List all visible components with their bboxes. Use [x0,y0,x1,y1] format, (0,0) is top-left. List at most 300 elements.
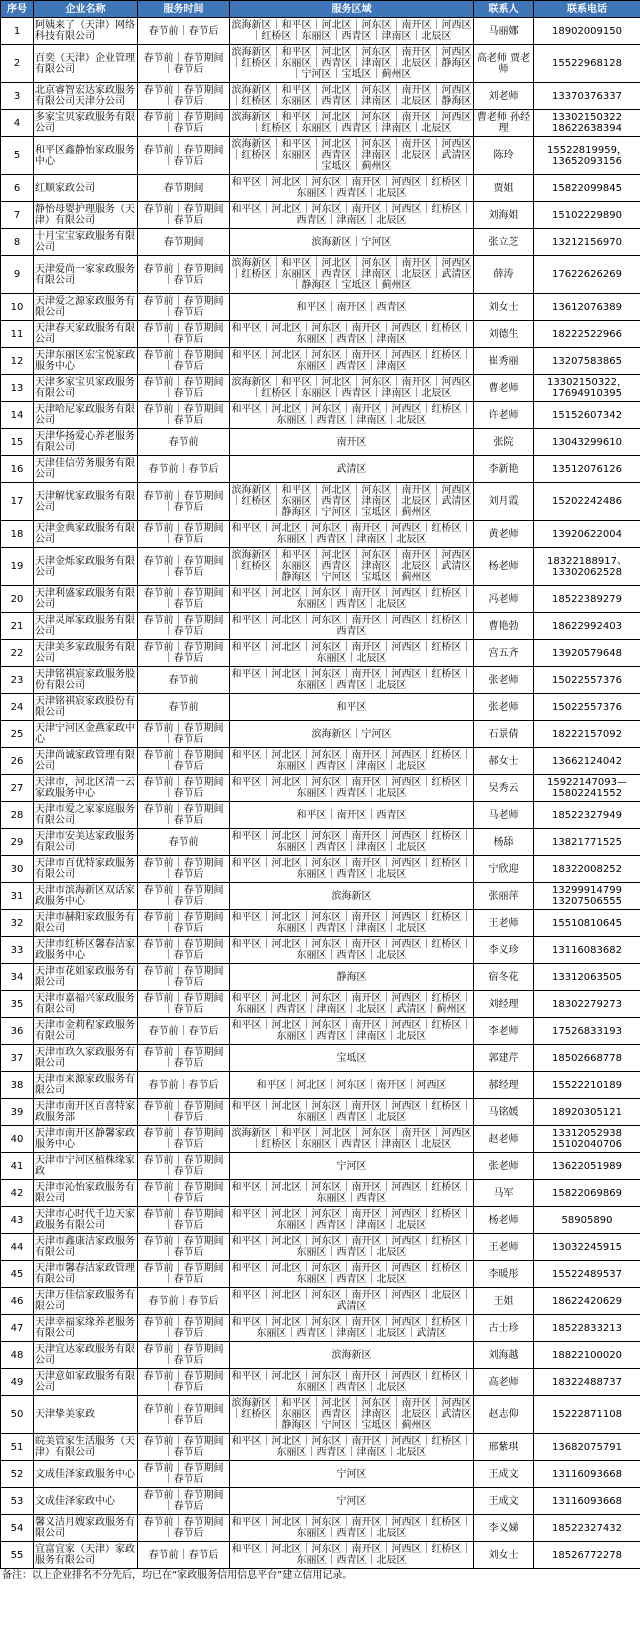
cell-company: 红顺家政公司 [34,175,138,202]
table-row [1,402,640,429]
cell-company: 阿姨来了（天津）网络科技有限公司 [34,18,138,45]
cell-phone: 15522489537 [534,1261,640,1288]
cell-no: 15 [1,429,34,456]
cell-time: 春节前｜春节期间｜春节后 [138,402,230,429]
cell-contact: 张院 [474,429,534,456]
table-row [1,883,640,910]
table-row [1,1488,640,1515]
cell-phone: 58905890 [534,1207,640,1234]
cell-company: 天津挚美家政 [34,1396,138,1434]
header-contact: 联系人 [474,1,534,18]
cell-area: 和平区｜河北区｜河东区｜南开区｜河西区｜红桥区｜东丽区｜西青区｜北辰区 [230,775,474,802]
cell-phone: 15152607342 [534,402,640,429]
table-row [1,348,640,375]
cell-area: 滨海新区｜和平区｜河北区｜河东区｜南开区｜河西区｜红桥区｜东丽区｜西青区｜津南区｜北辰区｜静海区｜宁河区｜宝坻区｜蓟州区 [230,45,474,83]
cell-phone: 18622992403 [534,613,640,640]
cell-area: 和平区｜河北区｜河东区｜南开区｜河西区｜红桥区｜东丽区｜西青区｜北辰区 [230,1099,474,1126]
cell-time: 春节前｜春节期间｜春节后 [138,256,230,294]
table-row [1,521,640,548]
cell-contact: 王成文 [474,1488,534,1515]
table-row [1,1018,640,1045]
cell-time: 春节前｜春节期间｜春节后 [138,1207,230,1234]
cell-phone: 18322188917、13302062528 [534,548,640,586]
cell-no: 37 [1,1045,34,1072]
cell-company: 天津尚诚家政管理有限公司 [34,748,138,775]
cell-contact: 曹老师 [474,375,534,402]
cell-time: 春节前｜春节期间｜春节后 [138,521,230,548]
cell-time: 春节前｜春节后 [138,18,230,45]
cell-phone: 13312063505 [534,964,640,991]
cell-phone: 13302150322，17694910395 [534,375,640,402]
cell-area: 和平区｜河北区｜河东区｜南开区｜河西区｜红桥区｜东丽区｜西青区｜北辰区 [230,667,474,694]
cell-phone: 13612076389 [534,294,640,321]
cell-no: 35 [1,991,34,1018]
cell-time: 春节前｜春节后 [138,456,230,483]
cell-time: 春节前｜春节期间｜春节后 [138,375,230,402]
cell-contact: 宁欣迎 [474,856,534,883]
cell-company: 天津多家宝贝家政服务有限公司 [34,375,138,402]
cell-area: 和平区｜河北区｜河东区｜南开区｜河西区｜红桥区｜东丽区｜西青区｜津南区｜北辰区｜武清区｜蓟州区 [230,991,474,1018]
cell-no: 24 [1,694,34,721]
cell-phone: 15022557376 [534,667,640,694]
cell-area: 和平区｜河北区｜河东区｜南开区｜河西区｜红桥区｜东丽区｜西青区｜北辰区 [230,175,474,202]
cell-area: 和平区｜河北区｜河东区｜南开区｜河西区｜红桥区｜东丽区｜西青区｜津南区｜北辰区 [230,402,474,429]
cell-phone: 18302279273 [534,991,640,1018]
cell-no: 40 [1,1126,34,1153]
cell-phone: 18902009150 [534,18,640,45]
table-row [1,202,640,229]
cell-time: 春节前｜春节后 [138,1072,230,1099]
cell-time: 春节前｜春节期间｜春节后 [138,137,230,175]
cell-phone: 13512076126 [534,456,640,483]
table-row [1,937,640,964]
cell-phone: 15822069869 [534,1180,640,1207]
cell-time: 春节前｜春节期间｜春节后 [138,775,230,802]
cell-contact: 刘海姐 [474,202,534,229]
cell-contact: 邢紫琪 [474,1434,534,1461]
cell-no: 39 [1,1099,34,1126]
cell-area: 滨海新区｜和平区｜河北区｜河东区｜南开区｜河西区｜红桥区｜东丽区｜西青区｜津南区｜北辰区 [230,18,474,45]
table-row [1,137,640,175]
cell-contact: 王老师 [474,910,534,937]
cell-company: 和平区鑫静怡家政服务中心 [34,137,138,175]
cell-contact: 张丽萍 [474,883,534,910]
cell-area: 和平区｜河北区｜河东区｜南开区｜河西区｜红桥区｜西青区 [230,613,474,640]
cell-no: 17 [1,483,34,521]
cell-phone: 18522327949 [534,802,640,829]
table-row [1,175,640,202]
cell-time: 春节前｜春节期间｜春节后 [138,483,230,521]
cell-no: 36 [1,1018,34,1045]
cell-company: 天津哈尼家政服务有限公司 [34,402,138,429]
table-row [1,456,640,483]
cell-company: 北京睿智宏达家政服务有限公司天津分公司 [34,83,138,110]
cell-no: 31 [1,883,34,910]
cell-area: 和平区｜河北区｜河东区｜南开区｜河西区｜红桥区｜东丽区｜西青区｜津南区｜北辰区｜武清区 [230,1315,474,1342]
table-row [1,721,640,748]
cell-time: 春节前｜春节期间｜春节后 [138,1099,230,1126]
footnote: 备注：以上企业排名不分先后，均已在“家政服务信用信息平台”建立信用记录。 [2,1570,353,1581]
cell-time: 春节前｜春节期间｜春节后 [138,1153,230,1180]
cell-company: 文成佳泽家政服务中心 [34,1461,138,1488]
cell-contact: 陈玲 [474,137,534,175]
cell-phone: 17526833193 [534,1018,640,1045]
cell-no: 54 [1,1515,34,1542]
cell-time: 春节前｜春节期间｜春节后 [138,1315,230,1342]
cell-company: 天津金典家政服务有限公司 [34,521,138,548]
table-row [1,45,640,83]
cell-phone: 13032245915 [534,1234,640,1261]
cell-area: 滨海新区｜和平区｜河北区｜河东区｜南开区｜河西区｜红桥区｜东丽区｜西青区｜津南区｜北辰区｜武清区｜静海区｜宁河区｜宝坻区｜蓟州区 [230,1396,474,1434]
cell-no: 45 [1,1261,34,1288]
cell-area: 和平区｜河北区｜河东区｜南开区｜河西区｜红桥区｜东丽区｜西青区｜北辰区 [230,1261,474,1288]
table-row [1,1045,640,1072]
cell-phone: 13212156970 [534,229,640,256]
cell-company: 天津市宁河区植株缘家政 [34,1153,138,1180]
header-no: 序号 [1,1,34,18]
table-row [1,1461,640,1488]
cell-area: 宁河区 [230,1153,474,1180]
cell-area: 和平区｜河北区｜河东区｜南开区｜河西区｜红桥区｜东丽区｜西青区 [230,1180,474,1207]
table-row [1,1515,640,1542]
table-row [1,1261,640,1288]
cell-no: 16 [1,456,34,483]
cell-phone: 18222522966 [534,321,640,348]
cell-no: 33 [1,937,34,964]
cell-area: 和平区｜河北区｜河东区｜南开区｜河西区｜红桥区｜东丽区｜西青区｜北辰区 [230,937,474,964]
cell-company: 天津东丽区宏宝悦家政服务中心 [34,348,138,375]
cell-phone: 18526772278 [534,1542,640,1569]
cell-time: 春节前｜春节期间｜春节后 [138,1126,230,1153]
cell-company: 天津万佳信家政服务有限公司 [34,1288,138,1315]
cell-no: 14 [1,402,34,429]
cell-phone: 15222871108 [534,1396,640,1434]
cell-company: 天津市百优特家政服务有限公司 [34,856,138,883]
cell-contact: 刘女士 [474,1542,534,1569]
table-row [1,321,640,348]
table-row [1,229,640,256]
cell-contact: 王老师 [474,1234,534,1261]
cell-phone: 18222157092 [534,721,640,748]
cell-contact: 刘老师 [474,83,534,110]
table-row [1,429,640,456]
cell-area: 滨海新区 [230,1342,474,1369]
cell-company: 天津灵犀家政服务有限公司 [34,613,138,640]
cell-area: 静海区 [230,964,474,991]
cell-no: 34 [1,964,34,991]
cell-area: 滨海新区｜和平区｜河北区｜河东区｜南开区｜河西区｜红桥区｜东丽区｜西青区｜津南区｜北辰区 [230,110,474,137]
cell-time: 春节前｜春节期间｜春节后 [138,321,230,348]
cell-company: 天津市爱之家家庭服务有限公司 [34,802,138,829]
cell-no: 3 [1,83,34,110]
table-row [1,483,640,521]
cell-contact: 刘海越 [474,1342,534,1369]
cell-area: 宝坻区 [230,1045,474,1072]
cell-phone: 13662124042 [534,748,640,775]
cell-time: 春节前｜春节后 [138,1288,230,1315]
cell-time: 春节前｜春节期间｜春节后 [138,348,230,375]
cell-phone: 18322488737 [534,1369,640,1396]
cell-time: 春节前｜春节期间｜春节后 [138,294,230,321]
cell-no: 10 [1,294,34,321]
cell-company: 天津市嘉福兴家政服务有限公司 [34,991,138,1018]
cell-time: 春节前｜春节期间｜春节后 [138,613,230,640]
table-row [1,1180,640,1207]
table-row [1,1342,640,1369]
cell-company: 天津市沁怡家政服务有限公司 [34,1180,138,1207]
cell-contact: 高老师 [474,1369,534,1396]
cell-area: 滨海新区｜和平区｜河北区｜河东区｜南开区｜河西区｜红桥区｜东丽区｜西青区｜津南区｜北辰区｜武清区｜静海区｜宝坻区｜蓟州区 [230,256,474,294]
cell-time: 春节前｜春节期间｜春节后 [138,1234,230,1261]
table-row [1,256,640,294]
cell-no: 19 [1,548,34,586]
cell-area: 和平区｜河北区｜河东区｜南开区｜河西区｜红桥区｜西青区｜津南区｜北辰区 [230,202,474,229]
table-row [1,1434,640,1461]
table-row [1,964,640,991]
cell-time: 春节前｜春节后 [138,1542,230,1569]
cell-no: 46 [1,1288,34,1315]
cell-time: 春节前｜春节期间｜春节后 [138,110,230,137]
cell-contact: 郭建芹 [474,1045,534,1072]
cell-time: 春节前 [138,667,230,694]
cell-area: 和平区｜河北区｜河东区｜南开区｜河西区｜红桥区｜东丽区｜西青区｜北辰区 [230,1234,474,1261]
cell-company: 天津爱之源家政服务有限公司 [34,294,138,321]
table-row [1,856,640,883]
cell-company: 天津市花姐家政服务有限公司 [34,964,138,991]
cell-no: 55 [1,1542,34,1569]
cell-area: 滨海新区｜和平区｜河北区｜河东区｜南开区｜河西区｜红桥区｜东丽区｜西青区｜津南区｜北辰区｜武清区｜宝坻区｜蓟州区 [230,137,474,175]
cell-company: 天津铭祺宸家政服务股份有限公司 [34,667,138,694]
cell-area: 滨海新区｜和平区｜河北区｜河东区｜南开区｜河西区｜红桥区｜东丽区｜西青区｜津南区｜北辰区 [230,375,474,402]
cell-time: 春节前｜春节期间｜春节后 [138,910,230,937]
cell-area: 和平区｜河北区｜河东区｜南开区｜河西区｜红桥区｜东丽区｜西青区｜北辰区 [230,1369,474,1396]
cell-company: 天津金烁家政服务有限公司 [34,548,138,586]
cell-time: 春节前｜春节期间｜春节后 [138,1369,230,1396]
table-row [1,802,640,829]
cell-time: 春节前｜春节期间｜春节后 [138,83,230,110]
cell-no: 23 [1,667,34,694]
cell-no: 26 [1,748,34,775]
cell-phone: 13622051989 [534,1153,640,1180]
cell-phone: 15822099845 [534,175,640,202]
cell-phone: 15510810645 [534,910,640,937]
cell-contact: 贾姐 [474,175,534,202]
cell-time: 春节前｜春节期间｜春节后 [138,202,230,229]
cell-phone: 15022557376 [534,694,640,721]
cell-company: 天津市，河北区清一云家政服务中心 [34,775,138,802]
cell-no: 20 [1,586,34,613]
cell-area: 南开区 [230,429,474,456]
cell-company: 天津市玖久家政服务有限公司 [34,1045,138,1072]
cell-no: 21 [1,613,34,640]
cell-area: 和平区｜河北区｜河东区｜南开区｜河西区｜红桥区｜东丽区｜西青区｜津南区｜北辰区 [230,1207,474,1234]
cell-company: 天津解忧家政服务有限公司 [34,483,138,521]
cell-time: 春节前｜春节期间｜春节后 [138,721,230,748]
cell-area: 滨海新区｜和平区｜河北区｜河东区｜南开区｜河西区｜红桥区｜东丽区｜西青区｜津南区｜北辰区｜静海区 [230,83,474,110]
cell-phone: 13312052938 15102040706 [534,1126,640,1153]
table-row [1,748,640,775]
cell-time: 春节前｜春节后 [138,1018,230,1045]
cell-area: 和平区｜河北区｜河东区｜南开区｜河西区｜红桥区｜东丽区｜北辰区 [230,640,474,667]
cell-area: 和平区｜南开区｜西青区 [230,294,474,321]
cell-no: 42 [1,1180,34,1207]
cell-contact: 刘德生 [474,321,534,348]
cell-no: 47 [1,1315,34,1342]
cell-area: 宁河区 [230,1461,474,1488]
cell-area: 武清区 [230,456,474,483]
cell-no: 41 [1,1153,34,1180]
cell-time: 春节期间 [138,175,230,202]
cell-company: 多家宝贝家政服务有限公司 [34,110,138,137]
cell-phone: 13043299610 [534,429,640,456]
cell-company: 文成佳泽家政中心 [34,1488,138,1515]
cell-time: 春节前 [138,829,230,856]
cell-phone: 13370376337 [534,83,640,110]
cell-contact: 古士珍 [474,1315,534,1342]
cell-area: 和平区｜南开区｜西青区 [230,802,474,829]
cell-phone: 13207583865 [534,348,640,375]
cell-phone: 13116093668 [534,1488,640,1515]
cell-company: 天津铭祺宸家政股份有限公司 [34,694,138,721]
cell-company: 天津爱尚一家家政服务有限公司 [34,256,138,294]
cell-company: 天津市来源家政服务有限公司 [34,1072,138,1099]
cell-area: 滨海新区｜和平区｜河北区｜河东区｜南开区｜河西区｜红桥区｜东丽区｜西青区｜津南区｜北辰区｜武清区｜静海区｜宁河区｜宝坻区｜蓟州区 [230,483,474,521]
cell-company: 天津市鑫康洁家政服务有限公司 [34,1234,138,1261]
cell-area: 和平区｜河北区｜河东区｜南开区｜河西区｜红桥区｜东丽区｜西青区｜北辰区 [230,586,474,613]
cell-company: 天津宜达家政服务有限公司 [34,1342,138,1369]
cell-area: 滨海新区｜宁河区 [230,721,474,748]
cell-contact: 宿冬花 [474,964,534,991]
cell-company: 天津华扬爱心养老服务有限公司 [34,429,138,456]
cell-contact: 冯老师 [474,586,534,613]
cell-phone: 17622626269 [534,256,640,294]
cell-contact: 赵老师 [474,1126,534,1153]
cell-contact: 王姐 [474,1288,534,1315]
table-row [1,1126,640,1153]
cell-contact: 石景倩 [474,721,534,748]
cell-no: 28 [1,802,34,829]
cell-contact: 曹艳勃 [474,613,534,640]
cell-contact: 郝女士 [474,748,534,775]
cell-time: 春节前 [138,429,230,456]
cell-time: 春节前｜春节期间｜春节后 [138,1045,230,1072]
cell-contact: 薛涛 [474,256,534,294]
table-row [1,613,640,640]
table-row [1,1153,640,1180]
cell-company: 十月宝宝家政服务有限公司 [34,229,138,256]
cell-phone: 15522968128 [534,45,640,83]
cell-company: 馨义洁月嫂家政服务有限公司 [34,1515,138,1542]
cell-phone: 13920622004 [534,521,640,548]
table-row [1,1072,640,1099]
cell-time: 春节前｜春节期间｜春节后 [138,1261,230,1288]
cell-time: 春节前｜春节期间｜春节后 [138,45,230,83]
cell-time: 春节前｜春节期间｜春节后 [138,1180,230,1207]
cell-contact: 马丽娜 [474,18,534,45]
cell-area: 和平区｜河北区｜河东区｜南开区｜河西区｜红桥区｜东丽区｜西青区｜北辰区 [230,1515,474,1542]
cell-no: 4 [1,110,34,137]
cell-contact: 赵志仰 [474,1396,534,1434]
table-row [1,775,640,802]
cell-no: 50 [1,1396,34,1434]
table-row [1,83,640,110]
cell-no: 44 [1,1234,34,1261]
cell-contact: 马老师 [474,802,534,829]
cell-phone: 13302150322 18622638394 [534,110,640,137]
cell-no: 12 [1,348,34,375]
table-row [1,991,640,1018]
table-row [1,1234,640,1261]
cell-area: 滨海新区 [230,883,474,910]
table-row [1,694,640,721]
cell-area: 和平区｜河北区｜河东区｜南开区｜河西区｜北辰区｜武清区 [230,1288,474,1315]
cell-phone: 15102229890 [534,202,640,229]
cell-time: 春节前｜春节期间｜春节后 [138,802,230,829]
cell-phone: 18322008252 [534,856,640,883]
cell-contact: 刘女士 [474,294,534,321]
cell-time: 春节前｜春节期间｜春节后 [138,1488,230,1515]
cell-time: 春节前｜春节期间｜春节后 [138,1515,230,1542]
cell-area: 滨海新区｜和平区｜河北区｜河东区｜南开区｜河西区｜红桥区｜东丽区｜西青区｜津南区｜北辰区｜武清区｜静海区｜宁河区｜宝坻区｜蓟州区 [230,548,474,586]
cell-no: 22 [1,640,34,667]
cell-contact: 李义娣 [474,1515,534,1542]
table-row [1,1369,640,1396]
cell-company: 天津宁河区金燕家政中心 [34,721,138,748]
cell-area: 和平区 [230,694,474,721]
cell-contact: 杨舔 [474,829,534,856]
cell-phone: 15922147093—15802241552 [534,775,640,802]
cell-no: 25 [1,721,34,748]
table-row [1,1207,640,1234]
cell-contact: 王成文 [474,1461,534,1488]
cell-time: 春节前｜春节期间｜春节后 [138,548,230,586]
cell-phone: 18920305121 [534,1099,640,1126]
cell-area: 和平区｜河北区｜河东区｜南开区｜河西区｜红桥区｜东丽区｜西青区｜津南区 [230,321,474,348]
table-row [1,1315,640,1342]
cell-no: 18 [1,521,34,548]
cell-company: 天津市南开区百喜特家政服务部 [34,1099,138,1126]
cell-no: 43 [1,1207,34,1234]
cell-time: 春节前｜春节期间｜春节后 [138,1434,230,1461]
table-row [1,375,640,402]
table-row [1,294,640,321]
cell-company: 天津市南开区静馨家政服务中心 [34,1126,138,1153]
cell-contact: 杨老师 [474,548,534,586]
cell-no: 53 [1,1488,34,1515]
cell-no: 1 [1,18,34,45]
table-body [1,18,640,1569]
cell-contact: 张老师 [474,667,534,694]
cell-contact: 李暖彤 [474,1261,534,1288]
cell-phone: 18502668778 [534,1045,640,1072]
cell-company: 天津春天家政服务有限公司 [34,321,138,348]
cell-no: 52 [1,1461,34,1488]
table-row [1,829,640,856]
cell-time: 春节前｜春节期间｜春节后 [138,748,230,775]
cell-no: 6 [1,175,34,202]
cell-contact: 吴秀云 [474,775,534,802]
cell-company: 天津市安美达家政服务有限公司 [34,829,138,856]
cell-no: 38 [1,1072,34,1099]
cell-phone: 13116093668 [534,1461,640,1488]
cell-company: 百奕（天津）企业管理有限公司 [34,45,138,83]
table-row [1,110,640,137]
cell-time: 春节前｜春节期间｜春节后 [138,640,230,667]
cell-phone: 15202242486 [534,483,640,521]
cell-area: 和平区｜河北区｜河东区｜南开区｜河西区｜红桥区｜东丽区｜西青区｜津南区｜北辰区 [230,1434,474,1461]
cell-no: 8 [1,229,34,256]
cell-contact: 李义珍 [474,937,534,964]
